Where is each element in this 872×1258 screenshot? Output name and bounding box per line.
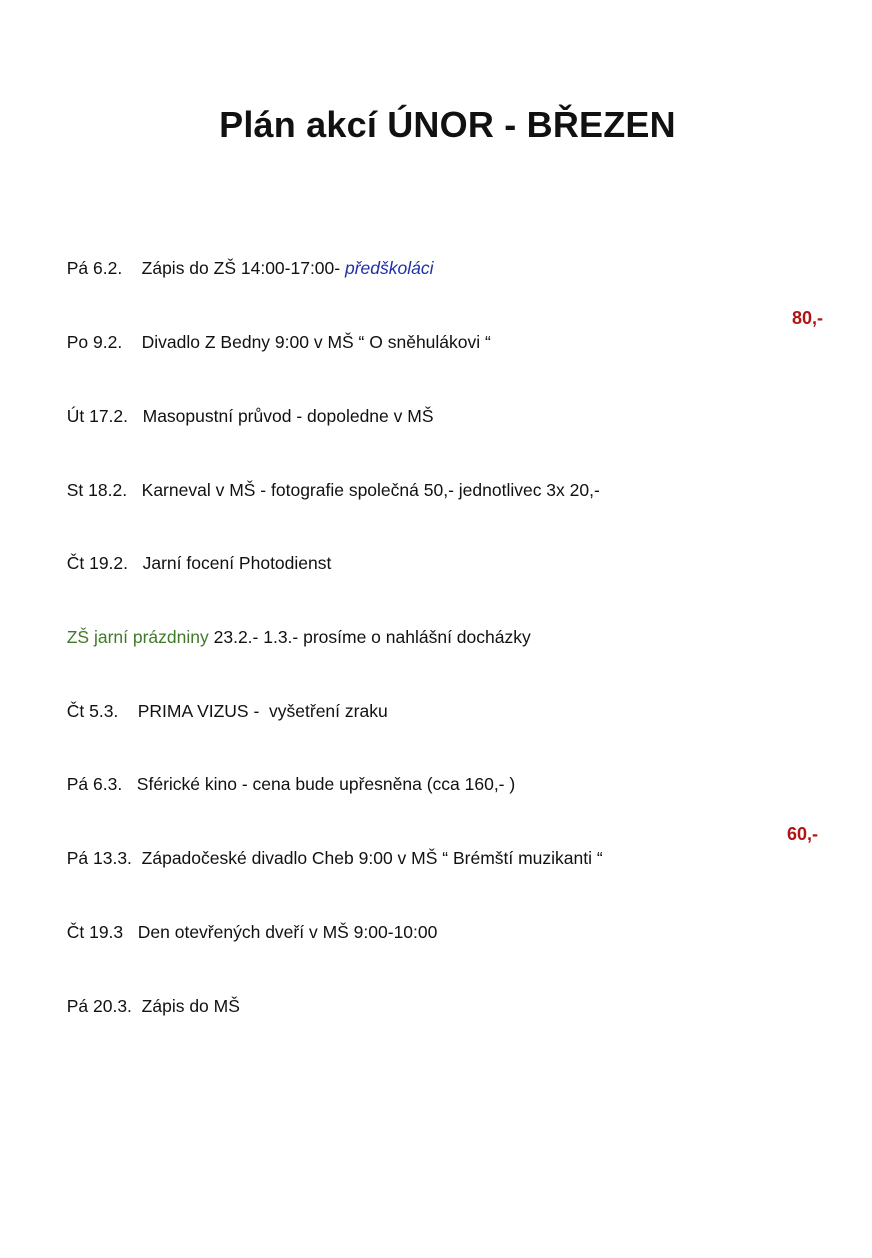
- event-text: Den otevřených dveří v MŠ 9:00-10:00: [137, 922, 438, 942]
- event-row: [57, 896, 837, 942]
- event-text: 23.2.- 1.3.- prosíme o nahlášní docházky: [208, 627, 531, 647]
- event-row: [57, 675, 837, 721]
- event-date: Čt 19.3: [66, 922, 124, 942]
- event-text: Zápis do MŠ: [141, 996, 240, 1016]
- event-row: [57, 306, 837, 352]
- event-price: 60,-: [787, 824, 819, 844]
- event-price: 80,-: [792, 308, 824, 328]
- event-row: [57, 601, 837, 647]
- event-text: Masopustní průvod - dopoledne v MŠ: [142, 406, 434, 426]
- event-row: [57, 454, 837, 500]
- event-row: [57, 748, 837, 794]
- event-row: [57, 380, 837, 426]
- event-text: Divadlo Z Bedny 9:00 v MŠ “ O sněhulákovi “: [141, 332, 491, 352]
- event-date: Po 9.2.: [66, 332, 123, 352]
- event-text: Karneval v MŠ - fotografie společná 50,- jednotlivec 3x 20,-: [141, 480, 600, 500]
- event-date: Pá 6.3.: [66, 774, 123, 794]
- event-date: Pá 6.2.: [66, 258, 123, 278]
- event-date: Pá 13.3.: [66, 848, 132, 868]
- event-date: St 18.2.: [66, 480, 128, 500]
- event-date: Pá 20.3.: [66, 996, 132, 1016]
- event-highlight: předškoláci: [344, 258, 434, 278]
- event-text: Sférické kino - cena bude upřesněna (cca 160,- ): [136, 774, 516, 794]
- event-date: Út 17.2.: [66, 406, 129, 426]
- event-text: Zápis do ZŠ 14:00-17:00-: [141, 258, 345, 278]
- event-text: Západočeské divadlo Cheb 9:00 v MŠ “ Brémští muzikanti “: [141, 848, 603, 868]
- event-prefix: ZŠ jarní prázdniny: [66, 627, 209, 647]
- page-title: Plán akcí ÚNOR - BŘEZEN: [219, 104, 676, 145]
- event-row: [57, 527, 837, 573]
- event-row: [57, 822, 837, 868]
- event-text: Jarní focení Photodienst: [142, 553, 332, 573]
- event-date: Čt 5.3.: [66, 701, 119, 721]
- event-text: PRIMA VIZUS - vyšetření zraku: [137, 701, 388, 721]
- event-date: Čt 19.2.: [66, 553, 129, 573]
- event-row: [57, 232, 837, 278]
- event-row: [57, 970, 837, 1016]
